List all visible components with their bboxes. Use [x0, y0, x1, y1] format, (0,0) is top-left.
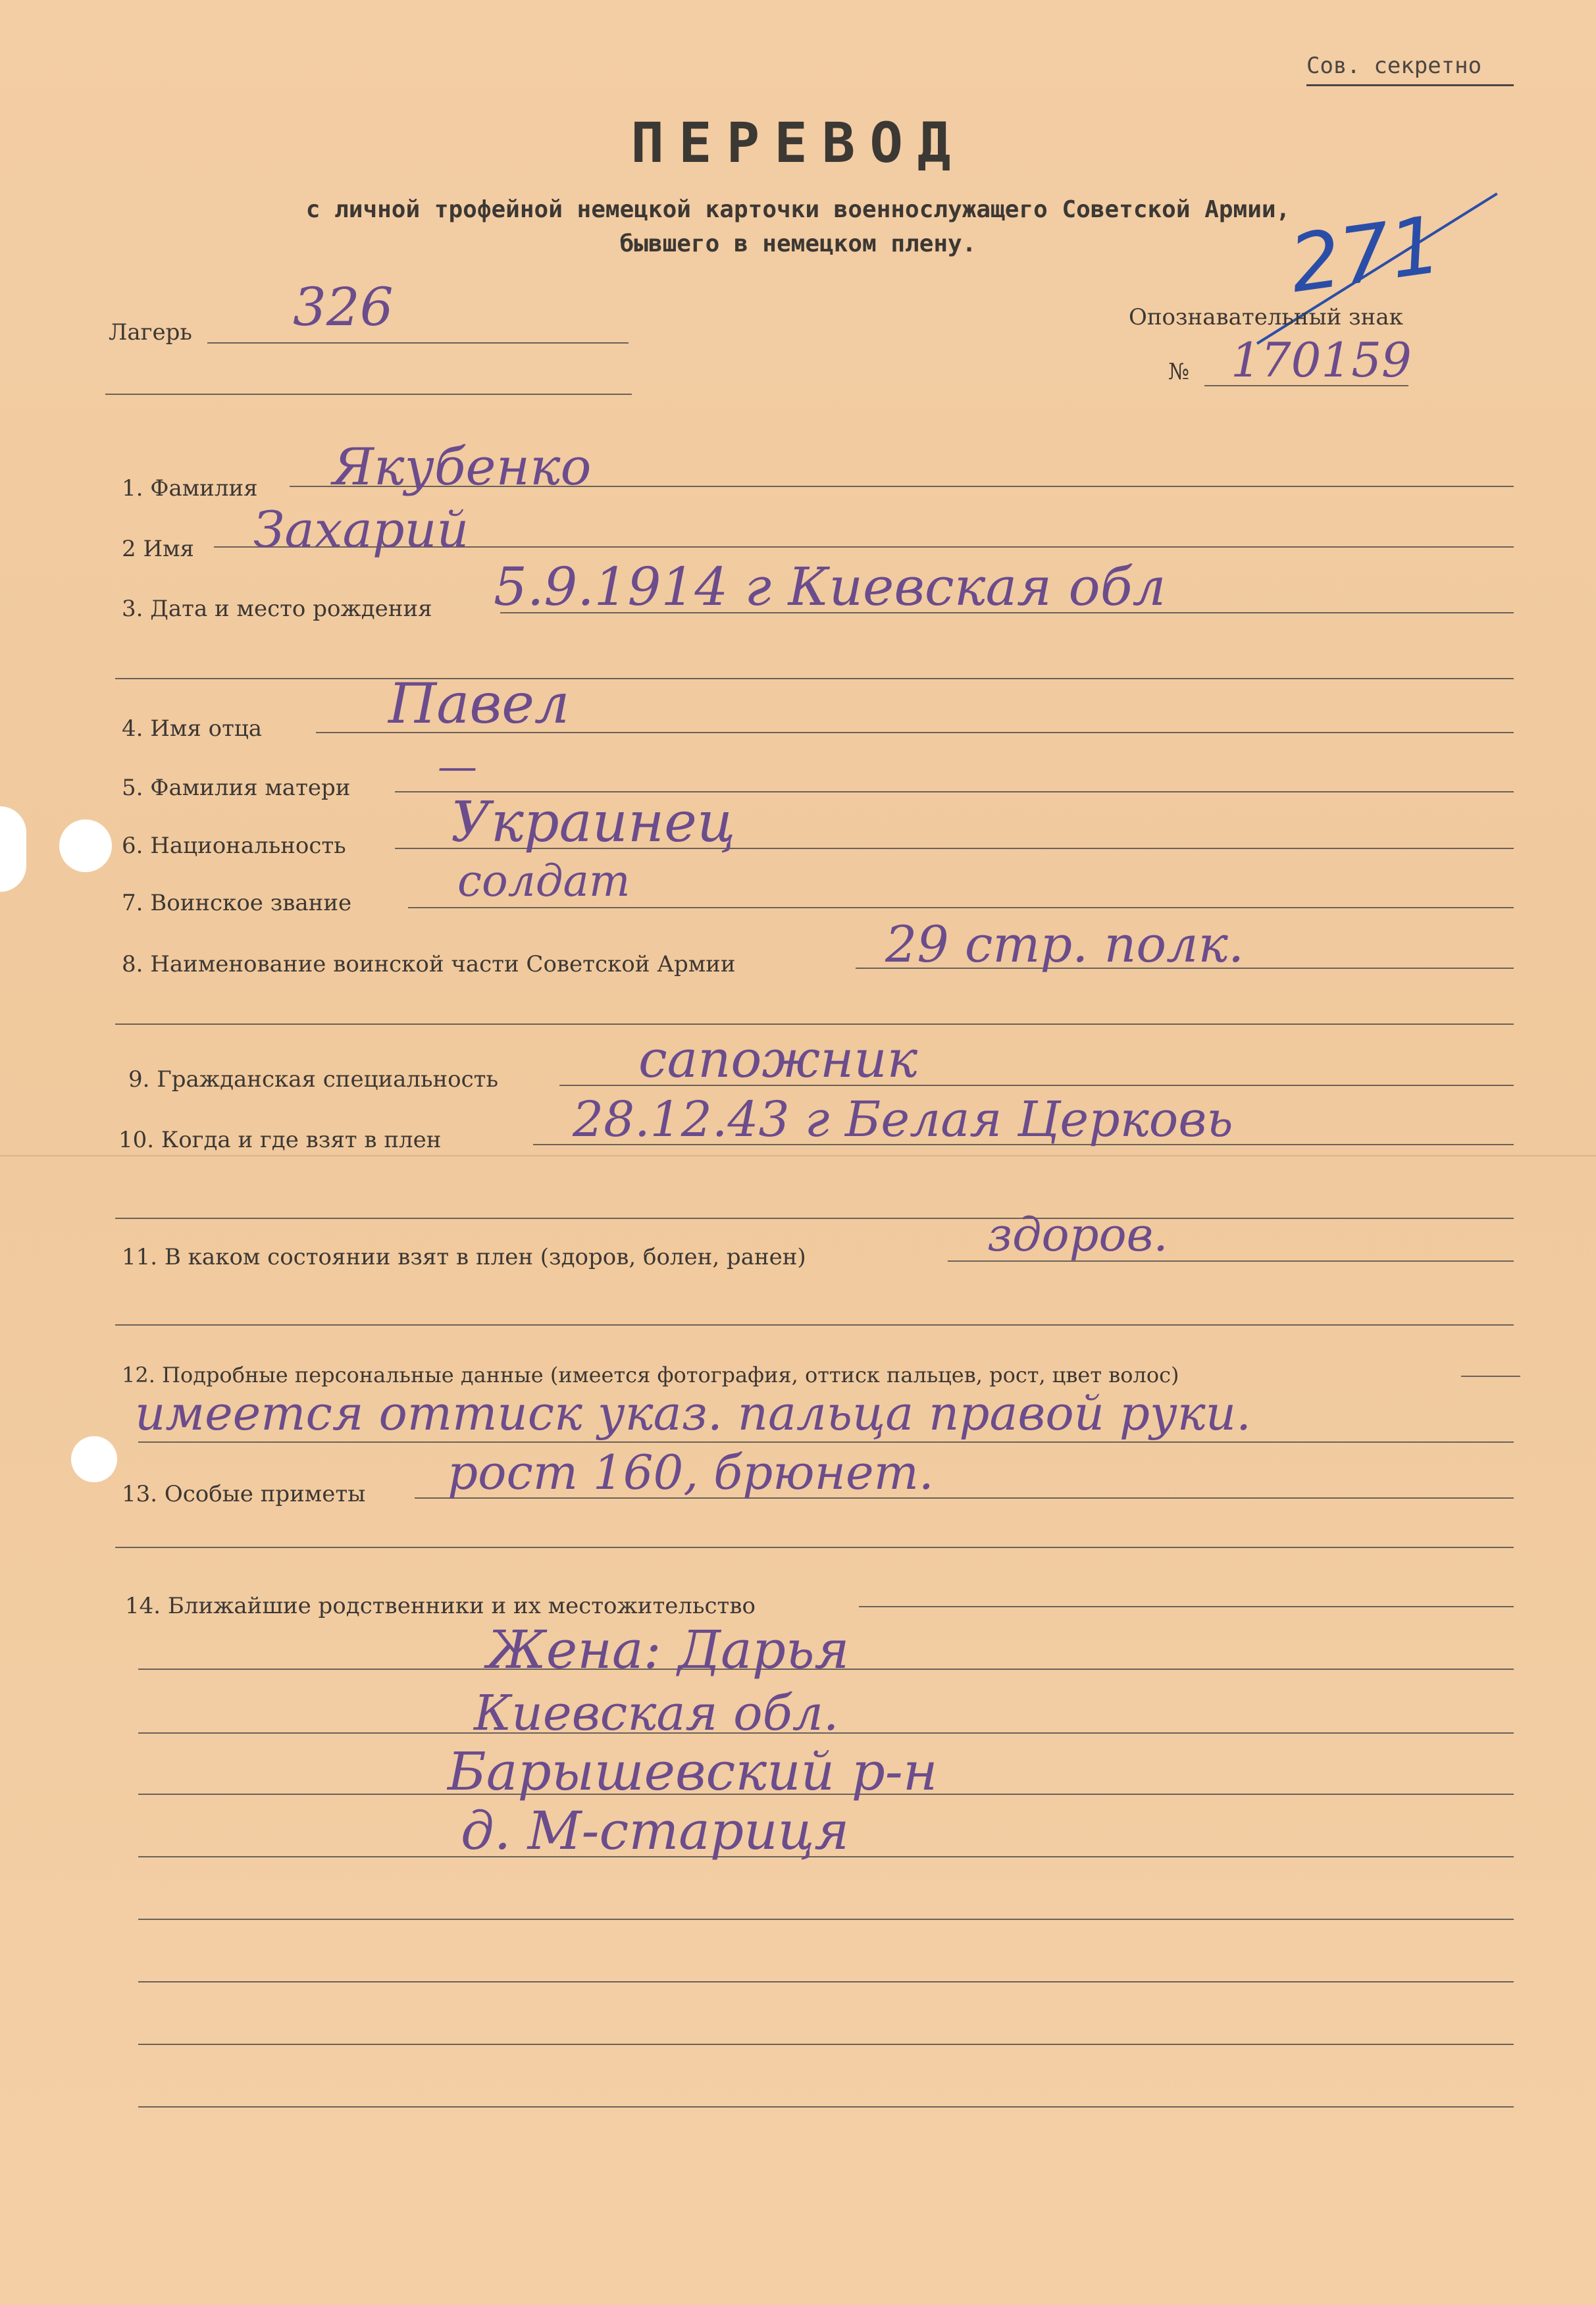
field-12-line [1461, 1376, 1520, 1377]
field-11-line-2 [115, 1324, 1514, 1326]
punch-hole-top [59, 819, 112, 872]
field-10-line-2 [115, 1218, 1514, 1219]
classification-stamp: Сов. секретно [1306, 53, 1482, 79]
field-12-line-2 [138, 1441, 1514, 1443]
field-10-label: 10. Когда и где взят в плен [118, 1127, 442, 1153]
field-9-label: 9. Гражданская специальность [128, 1066, 498, 1093]
camp-value: 326 [293, 276, 394, 338]
field-2-value: Захарий [253, 500, 469, 559]
camp-line [207, 342, 629, 344]
subtitle-line-2: бывшего в немецком плену. [619, 230, 977, 257]
field-6-value: Украинец [451, 790, 736, 854]
field-13-line-2 [115, 1547, 1514, 1548]
blue-pencil-annotation: 271 [1284, 199, 1447, 311]
id-mark-label: Опознавательный знак [1129, 304, 1403, 330]
field-11-label: 11. В каком состоянии взят в плен (здоров, болен, ранен) [122, 1244, 806, 1270]
camp-label: Лагерь [109, 319, 192, 346]
field-11-value: здоров. [987, 1208, 1168, 1262]
field-8-value: 29 стр. полк. [885, 915, 1245, 973]
relatives-entry-1: Жена: Дарья [487, 1619, 850, 1680]
field-8-label: 8. Наименование воинской части Советской Армии [122, 951, 736, 977]
id-mark-no: № [1168, 359, 1190, 385]
field-4-value: Павел [388, 671, 570, 736]
field-13-label: 13. Особые приметы [122, 1481, 366, 1507]
field-1-value: Якубенко [332, 438, 592, 497]
fold-crease [0, 1155, 1596, 1156]
field-7-value: солдат [457, 856, 631, 906]
relatives-entry-2: Киевская обл. [474, 1685, 839, 1742]
punch-hole-bottom [71, 1436, 117, 1482]
field-3-label: 3. Дата и место рождения [122, 596, 432, 622]
relatives-line-8 [138, 2106, 1514, 2108]
field-7-label: 7. Воинское звание [122, 890, 352, 916]
field-12-value: имеется оттиск указ. пальца правой руки. [135, 1386, 1252, 1441]
field-8-line-2 [115, 1023, 1514, 1025]
relatives-line-5 [138, 1919, 1514, 1920]
relatives-entry-3: Барышевский р-н [448, 1741, 938, 1802]
relatives-entry-4: д. М-стариця [461, 1800, 850, 1861]
relatives-line-7 [138, 2044, 1514, 2045]
field-14-label: 14. Ближайшие родственники и их местожительство [125, 1593, 756, 1619]
relatives-line-6 [138, 1981, 1514, 1982]
field-3-line-2 [115, 678, 1514, 679]
subtitle-line-1: с личной трофейной немецкой карточки военнослужащего Советской Армии, [305, 196, 1291, 223]
id-mark-value: 170159 [1231, 332, 1412, 388]
field-5-value: — [438, 744, 477, 790]
classification-underline [1306, 84, 1514, 86]
page-title: ПЕРЕВОД [631, 111, 965, 175]
field-10-value: 28.12.43 г Белая Церковь [573, 1091, 1233, 1148]
camp-line-2 [105, 394, 632, 395]
field-2-label: 2 Имя [122, 536, 194, 562]
field-9-value: сапожник [638, 1030, 918, 1089]
field-5-label: 5. Фамилия матери [122, 775, 351, 801]
field-4-label: 4. Имя отца [122, 715, 263, 742]
field-14-line [859, 1606, 1514, 1607]
field-12-label: 12. Подробные персональные данные (имеется фотография, оттиск пальцев, рост, цвет волос) [122, 1362, 1179, 1387]
field-1-label: 1. Фамилия [122, 475, 258, 502]
punch-notch [0, 806, 26, 892]
field-13-value: рост 160, брюнет. [448, 1445, 934, 1500]
field-6-label: 6. Национальность [122, 833, 346, 859]
field-3-value: 5.9.1914 г Киевская обл [494, 556, 1166, 617]
field-7-line [408, 907, 1514, 908]
